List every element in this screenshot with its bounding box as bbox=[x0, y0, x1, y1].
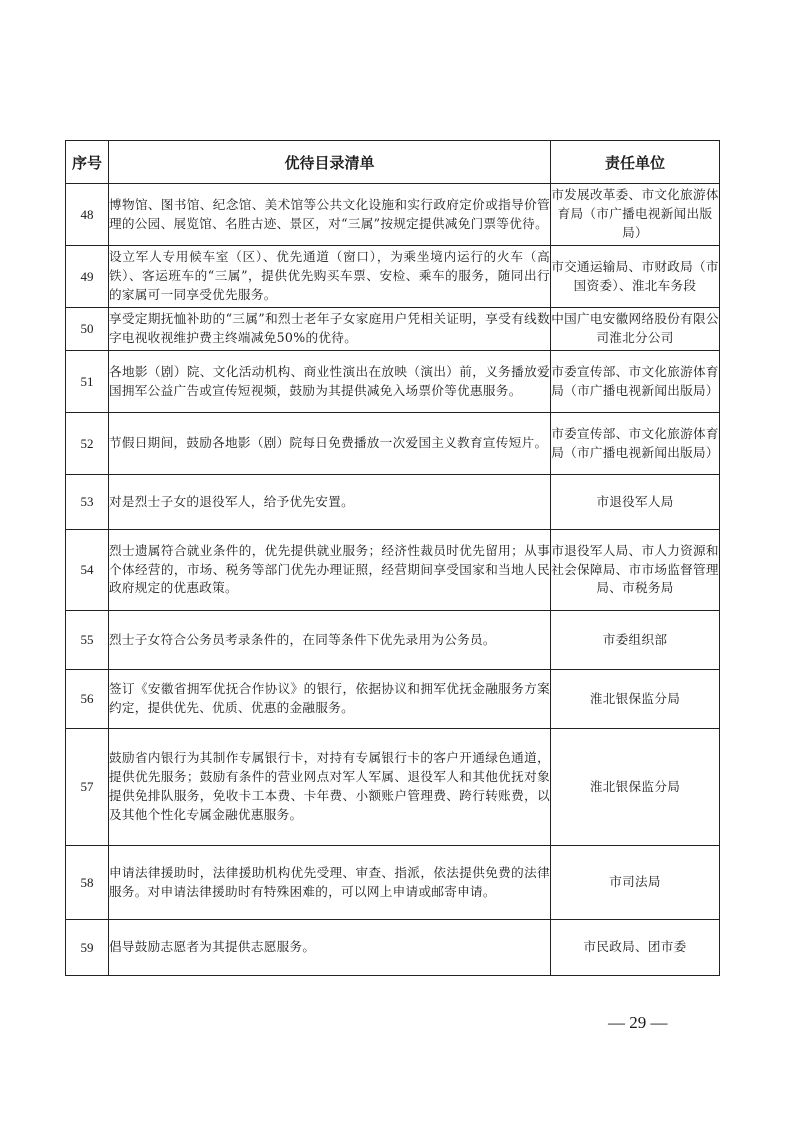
row-item: 对是烈士子女的退役军人，给予优先安置。 bbox=[109, 475, 551, 530]
table-row bbox=[66, 351, 720, 413]
row-unit: 市委组织部 bbox=[551, 611, 720, 670]
row-index: 56 bbox=[66, 670, 109, 729]
row-index: 48 bbox=[66, 184, 109, 246]
row-item: 各地影（剧）院、文化活动机构、商业性演出在放映（演出）前，义务播放爱国拥军公益广告或宣传短视频，鼓励为其提供减免入场票价等优惠服务。 bbox=[109, 351, 551, 413]
table-row bbox=[66, 246, 720, 308]
table-row bbox=[66, 920, 720, 976]
row-index: 49 bbox=[66, 246, 109, 308]
row-item: 烈士子女符合公务员考录条件的，在同等条件下优先录用为公务员。 bbox=[109, 611, 551, 670]
table-header-row bbox=[66, 141, 720, 184]
row-item: 申请法律援助时，法律援助机构优先受理、审查、指派，依法提供免费的法律服务。对申请法律援助时有特殊困难的，可以网上申请或邮寄申请。 bbox=[109, 846, 551, 920]
row-item: 节假日期间，鼓励各地影（剧）院每日免费播放一次爱国主义教育宣传短片。 bbox=[109, 413, 551, 475]
row-index: 57 bbox=[66, 729, 109, 846]
row-item: 设立军人专用候车室（区）、优先通道（窗口），为乘坐境内运行的火车（高铁）、客运班车的“三属”，提供优先购买车票、安检、乘车的服务，随同出行的家属可一同享受优先服务。 bbox=[109, 246, 551, 308]
preferential-list-table bbox=[65, 140, 720, 976]
row-unit: 市委宣传部、市文化旅游体育局（市广播电视新闻出版局） bbox=[551, 413, 720, 475]
row-unit: 市民政局、团市委 bbox=[551, 920, 720, 976]
table-row bbox=[66, 413, 720, 475]
row-index: 59 bbox=[66, 920, 109, 976]
row-item: 博物馆、图书馆、纪念馆、美术馆等公共文化设施和实行政府定价或指导价管理的公园、展览馆、名胜古迹、景区，对“三属”按规定提供减免门票等优待。 bbox=[109, 184, 551, 246]
row-unit: 市退役军人局 bbox=[551, 475, 720, 530]
table-row bbox=[66, 846, 720, 920]
row-unit: 市发展改革委、市文化旅游体育局（市广播电视新闻出版局） bbox=[551, 184, 720, 246]
row-item: 烈士遗属符合就业条件的，优先提供就业服务；经济性裁员时优先留用；从事个体经营的，市场、税务等部门优先办理证照，经营期间享受国家和当地人民政府规定的优惠政策。 bbox=[109, 530, 551, 611]
row-unit: 淮北银保监分局 bbox=[551, 729, 720, 846]
table-row bbox=[66, 729, 720, 846]
row-item: 倡导鼓励志愿者为其提供志愿服务。 bbox=[109, 920, 551, 976]
table-row bbox=[66, 184, 720, 246]
table-row bbox=[66, 475, 720, 530]
row-unit: 中国广电安徽网络股份有限公司淮北分公司 bbox=[551, 308, 720, 351]
header-unit: 责任单位 bbox=[551, 141, 720, 184]
row-item: 鼓励省内银行为其制作专属银行卡，对持有专属银行卡的客户开通绿色通道，提供优先服务；鼓励有条件的营业网点对军人军属、退役军人和其他优抚对象提供免排队服务，免收卡工本费、卡年费、小额账户管理费、跨行转账费，以及其他个性化专属金融优惠服务。 bbox=[109, 729, 551, 846]
row-unit: 市司法局 bbox=[551, 846, 720, 920]
table-row bbox=[66, 308, 720, 351]
row-unit: 市委宣传部、市文化旅游体育局（市广播电视新闻出版局） bbox=[551, 351, 720, 413]
header-item: 优待目录清单 bbox=[109, 141, 551, 184]
row-unit: 淮北银保监分局 bbox=[551, 670, 720, 729]
row-index: 50 bbox=[66, 308, 109, 351]
page-number: — 29 — bbox=[608, 1013, 668, 1032]
row-index: 54 bbox=[66, 530, 109, 611]
row-index: 58 bbox=[66, 846, 109, 920]
row-unit: 市交通运输局、市财政局（市国资委）、淮北车务段 bbox=[551, 246, 720, 308]
header-index: 序号 bbox=[66, 141, 109, 184]
row-index: 51 bbox=[66, 351, 109, 413]
row-index: 55 bbox=[66, 611, 109, 670]
row-item: 签订《安徽省拥军优抚合作协议》的银行，依据协议和拥军优抚金融服务方案约定，提供优先、优质、优惠的金融服务。 bbox=[109, 670, 551, 729]
table-row bbox=[66, 611, 720, 670]
table-row bbox=[66, 530, 720, 611]
table-row bbox=[66, 670, 720, 729]
row-item: 享受定期抚恤补助的“三属”和烈士老年子女家庭用户凭相关证明，享受有线数字电视收视维护费主终端减免50%的优待。 bbox=[109, 308, 551, 351]
row-index: 53 bbox=[66, 475, 109, 530]
row-index: 52 bbox=[66, 413, 109, 475]
row-unit: 市退役军人局、市人力资源和社会保障局、市市场监督管理局、市税务局 bbox=[551, 530, 720, 611]
